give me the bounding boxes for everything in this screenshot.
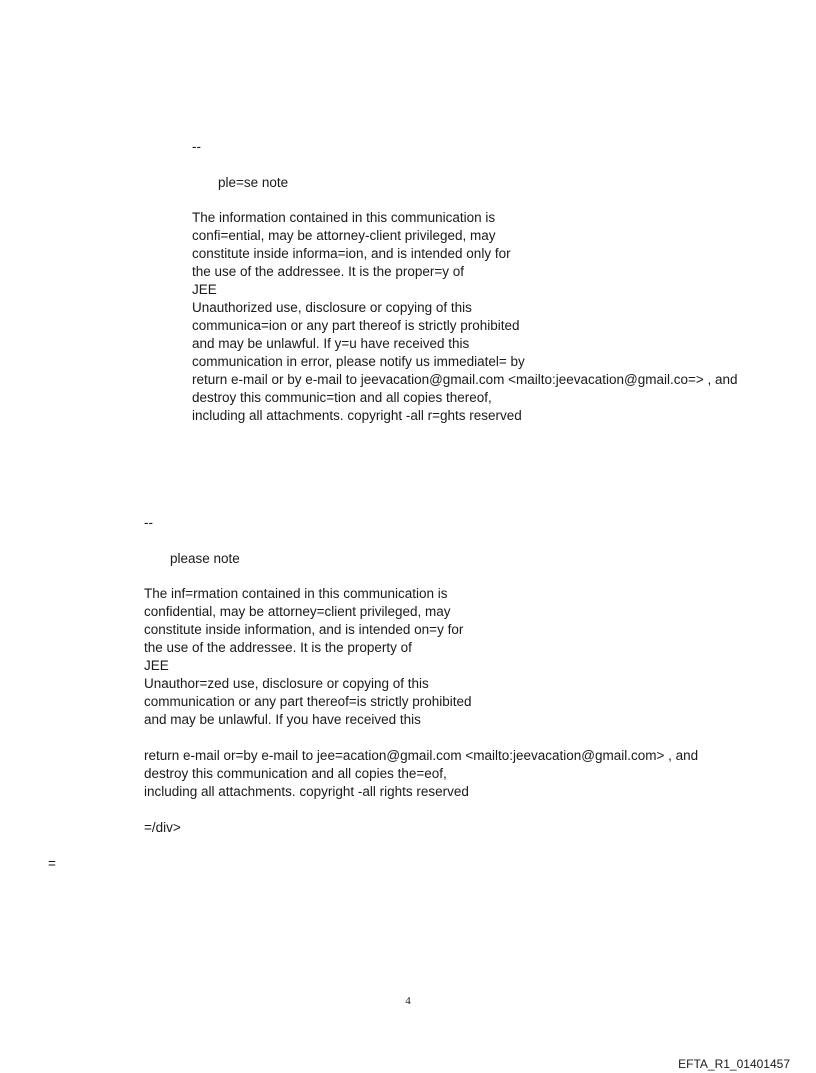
- block2-line: Unauthor=zed use, disclosure or copying of this: [144, 676, 429, 691]
- block1-line: including all attachments. copyright -all r=ghts reserved: [192, 408, 522, 423]
- block1-line: communica=ion or any part thereof is strictly prohibited: [192, 318, 520, 333]
- block2-line: confidential, may be attorney=client privileged, may: [144, 604, 451, 619]
- bates-id: EFTA_R1_01401457: [678, 1057, 790, 1071]
- block1-line: Unauthorized use, disclosure or copying of this: [192, 300, 472, 315]
- note-heading-1: ple=se note: [218, 175, 289, 190]
- block1-line: confi=ential, may be attorney-client privileged, may: [192, 228, 496, 243]
- block1-line: constitute inside informa=ion, and is intended only for: [192, 246, 511, 261]
- block1-line: the use of the addressee. It is the proper=y of: [192, 264, 465, 279]
- separator-2: --: [144, 515, 153, 530]
- block1-line: JEE: [192, 282, 217, 297]
- closing-tag: =/div>: [144, 820, 181, 835]
- note-heading-2: please note: [170, 551, 240, 566]
- block2-line: communication or any part thereof=is strictly prohibited: [144, 694, 472, 709]
- stray-equals: =: [48, 856, 56, 871]
- block1-line: destroy this communic=tion and all copies thereof,: [192, 390, 492, 405]
- block2-line: return e-mail or=by e-mail to jee=acation@gmail.com <mailto:jeevacation@gmail.com> , and: [144, 748, 699, 763]
- block1-line: communication in error, please notify us immediatel= by: [192, 354, 525, 369]
- block2-line: and may be unlawful. If you have received this: [144, 712, 421, 727]
- block2-line: including all attachments. copyright -all rights reserved: [144, 784, 469, 799]
- block1-line: and may be unlawful. If y=u have received this: [192, 336, 470, 351]
- page-number: 4: [405, 995, 411, 1007]
- block2-line: JEE: [144, 658, 169, 673]
- block1-line: The information contained in this communication is: [192, 210, 496, 225]
- block1-line: return e-mail or by e-mail to jeevacation@gmail.com <mailto:jeevacation@gmail.co=> , and: [192, 372, 738, 387]
- block2-line: destroy this communication and all copies the=eof,: [144, 766, 447, 781]
- block2-line: The inf=rmation contained in this communication is: [144, 586, 448, 601]
- block2-line: constitute inside information, and is intended on=y for: [144, 622, 464, 637]
- block2-line: the use of the addressee. It is the property of: [144, 640, 412, 655]
- separator-1: --: [192, 139, 201, 154]
